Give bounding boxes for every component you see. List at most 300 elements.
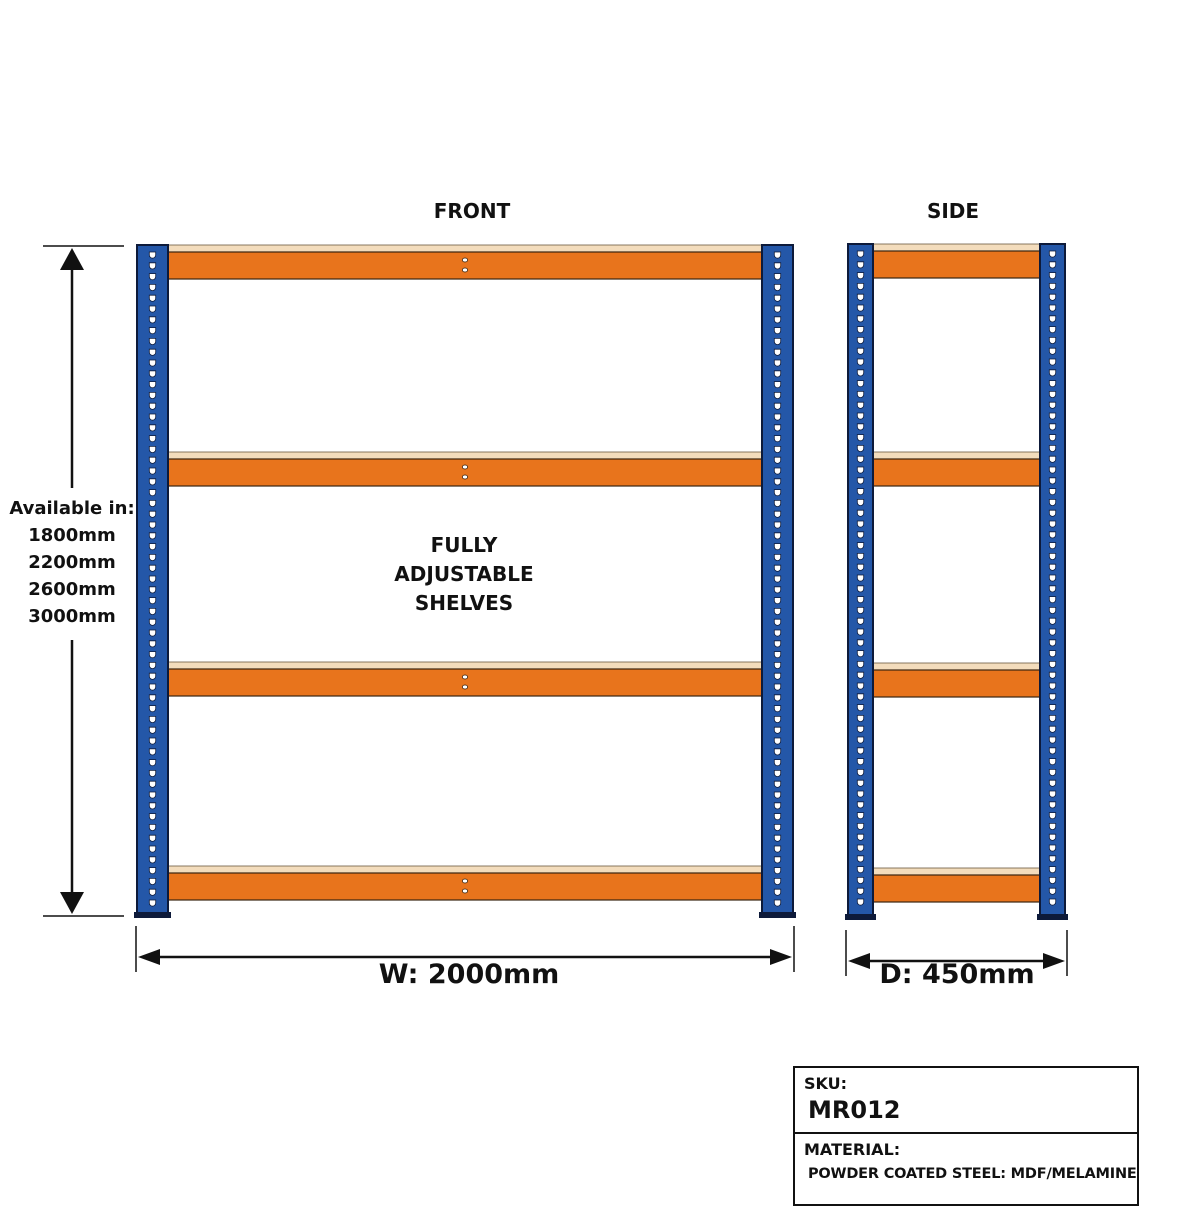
shelf-beam — [873, 459, 1040, 486]
upright-slot — [774, 727, 780, 733]
upright-slot — [149, 403, 155, 409]
upright-slot — [1049, 294, 1055, 300]
upright-slot — [774, 468, 780, 474]
upright-slot — [857, 251, 863, 257]
upright-slot — [1049, 640, 1055, 646]
upright-slot — [774, 338, 780, 344]
upright-slot — [857, 586, 863, 592]
upright-slot — [149, 900, 155, 906]
upright-slot — [857, 489, 863, 495]
upright-slot — [1049, 359, 1055, 365]
upright-slot — [857, 597, 863, 603]
shelf-beam — [168, 459, 762, 486]
upright-slot — [1049, 348, 1055, 354]
upright-slot — [774, 306, 780, 312]
upright-slot — [1049, 823, 1055, 829]
upright-slot — [857, 823, 863, 829]
upright-slot — [149, 576, 155, 582]
upright-slot — [774, 360, 780, 366]
upright-slot — [857, 726, 863, 732]
upright-slot — [774, 608, 780, 614]
upright-slot — [1049, 780, 1055, 786]
upright-slot — [857, 381, 863, 387]
upright-slot — [774, 824, 780, 830]
upright-slot — [857, 521, 863, 527]
upright-slot — [774, 738, 780, 744]
upright-slot — [149, 554, 155, 560]
arrow-up-icon — [60, 248, 84, 270]
sku-row — [795, 1068, 1137, 1134]
shelf — [168, 662, 762, 696]
upright-slot — [1049, 834, 1055, 840]
upright-slot — [1049, 607, 1055, 613]
side-view — [845, 244, 1068, 920]
upright-slot — [1049, 715, 1055, 721]
upright-slot — [149, 652, 155, 658]
upright-slot — [149, 760, 155, 766]
upright-slot — [149, 770, 155, 776]
upright-slot — [1049, 802, 1055, 808]
upright-slot — [857, 769, 863, 775]
upright-slot — [149, 565, 155, 571]
shelf — [873, 452, 1040, 486]
upright-slot — [1049, 769, 1055, 775]
upright-slot — [857, 359, 863, 365]
beam-bolt — [462, 465, 467, 469]
upright-slot — [149, 587, 155, 593]
upright-slot — [857, 672, 863, 678]
upright-slot — [1049, 618, 1055, 624]
upright-slot — [774, 554, 780, 560]
upright-slot — [857, 370, 863, 376]
upright-slot — [774, 544, 780, 550]
upright-slot — [149, 371, 155, 377]
upright-slot — [774, 457, 780, 463]
upright-slot — [149, 846, 155, 852]
beam-bolt — [462, 268, 467, 272]
upright-slot — [774, 878, 780, 884]
upright-slot — [774, 392, 780, 398]
upright-slot — [149, 889, 155, 895]
upright-slot — [1049, 402, 1055, 408]
upright-slot — [149, 792, 155, 798]
upright-slot — [1049, 877, 1055, 883]
upright-slot — [857, 499, 863, 505]
upright-slot — [857, 305, 863, 311]
upright-slot — [1049, 867, 1055, 873]
upright-slot — [149, 511, 155, 517]
upright-slot — [149, 284, 155, 290]
upright-slot — [1049, 262, 1055, 268]
upright-slot — [149, 868, 155, 874]
upright-slot — [149, 522, 155, 528]
upright-slot — [774, 382, 780, 388]
upright-slot — [149, 533, 155, 539]
arrow-down-icon — [60, 892, 84, 914]
upright-slot — [149, 641, 155, 647]
shelf-board — [873, 868, 1040, 875]
height-option: 2200mm — [28, 552, 116, 573]
shelf — [873, 244, 1040, 278]
upright-slot — [857, 294, 863, 300]
shelf-board — [168, 245, 762, 252]
upright-slot — [857, 316, 863, 322]
beam-bolt — [462, 675, 467, 679]
beam-bolt — [462, 685, 467, 689]
upright-slot — [857, 715, 863, 721]
upright-slot — [857, 759, 863, 765]
upright-slot — [774, 284, 780, 290]
upright-slot — [1049, 251, 1055, 257]
upright-slot — [149, 392, 155, 398]
upright-slot — [149, 749, 155, 755]
shelf-beam — [168, 873, 762, 900]
shelf-board — [168, 866, 762, 873]
upright-slot — [857, 402, 863, 408]
upright-slot — [1049, 424, 1055, 430]
adjustable-shelves-note-line: SHELVES — [414, 591, 514, 615]
upright-slot — [774, 533, 780, 539]
beam-bolt — [462, 879, 467, 883]
upright-slot — [149, 857, 155, 863]
upright-slot — [149, 824, 155, 830]
upright-slot — [149, 468, 155, 474]
upright-slot — [149, 598, 155, 604]
shelf-beam — [873, 251, 1040, 278]
upright-slot — [149, 252, 155, 258]
upright-slot — [1049, 791, 1055, 797]
upright-slot — [1049, 543, 1055, 549]
upright-slot — [1049, 499, 1055, 505]
shelf — [168, 245, 762, 279]
upright-slot — [774, 274, 780, 280]
upright-slot — [774, 846, 780, 852]
upright-slot — [1049, 575, 1055, 581]
upright-foot — [1037, 914, 1068, 920]
upright-slot — [1049, 661, 1055, 667]
upright-slot — [774, 587, 780, 593]
adjustable-shelves-note-line: FULLY — [430, 533, 498, 557]
upright-slot — [774, 684, 780, 690]
upright-slot — [774, 630, 780, 636]
upright-slot — [149, 716, 155, 722]
upright-slot — [1049, 532, 1055, 538]
upright-slot — [857, 510, 863, 516]
upright-slot — [149, 425, 155, 431]
upright-slot — [774, 662, 780, 668]
upright-slot — [774, 328, 780, 334]
upright-slot — [774, 781, 780, 787]
upright-slot — [1049, 273, 1055, 279]
upright-slot — [149, 328, 155, 334]
upright-slot — [857, 629, 863, 635]
upright-slot — [857, 532, 863, 538]
arrow-right-icon — [770, 949, 792, 965]
upright-slot — [774, 598, 780, 604]
upright-slot — [1049, 737, 1055, 743]
upright-slot — [149, 490, 155, 496]
upright-slot — [857, 813, 863, 819]
upright-slot — [774, 479, 780, 485]
upright-post — [1037, 244, 1068, 920]
upright-slot — [1049, 316, 1055, 322]
upright-slot — [1049, 694, 1055, 700]
shelf — [168, 866, 762, 900]
upright-slot — [1049, 467, 1055, 473]
upright-slot — [857, 413, 863, 419]
upright-slot — [1049, 510, 1055, 516]
upright-slot — [149, 436, 155, 442]
upright-slot — [857, 478, 863, 484]
upright-slot — [149, 544, 155, 550]
shelf — [873, 663, 1040, 697]
upright-slot — [774, 619, 780, 625]
upright-slot — [774, 695, 780, 701]
upright-slot — [774, 511, 780, 517]
upright-slot — [857, 564, 863, 570]
upright-slot — [1049, 705, 1055, 711]
upright-slot — [774, 317, 780, 323]
upright-slot — [857, 456, 863, 462]
upright-slot — [149, 781, 155, 787]
upright-slot — [857, 856, 863, 862]
upright-slot — [857, 899, 863, 905]
upright-slot — [149, 500, 155, 506]
upright-slot — [149, 360, 155, 366]
upright-slot — [857, 877, 863, 883]
upright-slot — [1049, 478, 1055, 484]
upright-slot — [149, 274, 155, 280]
upright-slot — [149, 835, 155, 841]
upright-slot — [149, 608, 155, 614]
upright-slot — [857, 273, 863, 279]
upright-slot — [857, 834, 863, 840]
upright-slot — [857, 683, 863, 689]
upright-slot — [774, 803, 780, 809]
upright-slot — [857, 618, 863, 624]
upright-slot — [774, 425, 780, 431]
upright-slot — [1049, 899, 1055, 905]
upright-slot — [149, 457, 155, 463]
upright-slot — [1049, 370, 1055, 376]
depth-dimension-label: D: 450mm — [879, 959, 1035, 990]
upright-slot — [857, 802, 863, 808]
upright-slot — [1049, 337, 1055, 343]
upright-slot — [1049, 748, 1055, 754]
adjustable-shelves-note-line: ADJUSTABLE — [394, 562, 534, 586]
upright-slot — [149, 306, 155, 312]
upright-slot — [774, 446, 780, 452]
upright-slot — [149, 727, 155, 733]
upright-slot — [774, 500, 780, 506]
shelf-beam — [168, 252, 762, 279]
sku-value: MR012 — [808, 1096, 901, 1124]
upright-slot — [857, 283, 863, 289]
upright-slot — [857, 435, 863, 441]
upright-slot — [857, 867, 863, 873]
shelf-beam — [168, 669, 762, 696]
upright-slot — [1049, 435, 1055, 441]
upright-slot — [1049, 672, 1055, 678]
upright-slot — [774, 565, 780, 571]
sku-key: SKU: — [804, 1074, 848, 1093]
upright-slot — [857, 791, 863, 797]
upright-slot — [1049, 305, 1055, 311]
shelf-board — [168, 452, 762, 459]
upright-slot — [857, 748, 863, 754]
upright-slot — [774, 414, 780, 420]
upright-slot — [774, 673, 780, 679]
shelf-beam — [873, 875, 1040, 902]
beam-bolt — [462, 258, 467, 262]
upright-slot — [857, 337, 863, 343]
upright-slot — [1049, 381, 1055, 387]
upright-slot — [149, 673, 155, 679]
upright-slot — [1049, 845, 1055, 851]
upright-slot — [774, 760, 780, 766]
beam-bolt — [462, 475, 467, 479]
upright-slot — [149, 878, 155, 884]
upright-slot — [1049, 553, 1055, 559]
upright-slot — [149, 263, 155, 269]
upright-slot — [1049, 445, 1055, 451]
upright-slot — [774, 868, 780, 874]
upright-slot — [857, 607, 863, 613]
upright-slot — [149, 619, 155, 625]
upright-foot — [845, 914, 876, 920]
upright-foot — [759, 912, 796, 918]
side-view-title: SIDE — [926, 199, 980, 223]
upright-slot — [149, 706, 155, 712]
height-option: 2600mm — [28, 579, 116, 600]
upright-slot — [149, 695, 155, 701]
shelf — [168, 452, 762, 486]
upright-slot — [1049, 726, 1055, 732]
shelf-board — [873, 663, 1040, 670]
upright-slot — [1049, 888, 1055, 894]
upright-slot — [774, 792, 780, 798]
upright-slot — [149, 317, 155, 323]
upright-slot — [774, 490, 780, 496]
upright-slot — [857, 424, 863, 430]
upright-slot — [774, 814, 780, 820]
shelf-board — [873, 244, 1040, 251]
upright-slot — [857, 737, 863, 743]
front-view-title: FRONT — [433, 199, 511, 223]
upright-slot — [857, 661, 863, 667]
upright-slot — [149, 479, 155, 485]
arrow-left-icon — [138, 949, 160, 965]
upright-slot — [774, 349, 780, 355]
upright-slot — [1049, 629, 1055, 635]
material-key: MATERIAL: — [804, 1140, 901, 1159]
upright-slot — [774, 371, 780, 377]
upright-slot — [857, 575, 863, 581]
upright-slot — [774, 900, 780, 906]
upright-slot — [149, 349, 155, 355]
shelf-beam — [873, 670, 1040, 697]
upright-slot — [857, 888, 863, 894]
upright-slot — [774, 716, 780, 722]
upright-slot — [857, 694, 863, 700]
upright-slot — [1049, 813, 1055, 819]
upright-slot — [149, 630, 155, 636]
upright-slot — [857, 327, 863, 333]
upright-slot — [149, 738, 155, 744]
upright-slot — [149, 662, 155, 668]
width-dimension-label: W: 2000mm — [378, 959, 560, 990]
material-value: POWDER COATED STEEL: MDF/MELAMINE — [808, 1166, 1137, 1182]
upright-slot — [857, 780, 863, 786]
upright-slot — [774, 263, 780, 269]
upright-foot — [134, 912, 171, 918]
height-option: 1800mm — [28, 525, 116, 546]
upright-slot — [857, 543, 863, 549]
upright-post — [845, 244, 876, 920]
upright-slot — [774, 749, 780, 755]
upright-slot — [1049, 856, 1055, 862]
upright-slot — [774, 403, 780, 409]
upright-slot — [857, 467, 863, 473]
upright-slot — [774, 641, 780, 647]
upright-slot — [1049, 586, 1055, 592]
upright-slot — [774, 295, 780, 301]
upright-slot — [149, 446, 155, 452]
height-option: 3000mm — [28, 606, 116, 627]
shelf-board — [873, 452, 1040, 459]
shelf — [873, 868, 1040, 902]
upright-slot — [857, 348, 863, 354]
upright-slot — [1049, 391, 1055, 397]
beam-bolt — [462, 889, 467, 893]
upright-slot — [774, 706, 780, 712]
upright-slot — [857, 391, 863, 397]
upright-slot — [1049, 759, 1055, 765]
upright-post — [759, 245, 796, 918]
upright-slot — [774, 857, 780, 863]
upright-slot — [1049, 413, 1055, 419]
upright-slot — [1049, 564, 1055, 570]
product-info-box — [793, 1066, 1139, 1206]
upright-slot — [857, 651, 863, 657]
upright-slot — [774, 436, 780, 442]
upright-slot — [149, 338, 155, 344]
upright-slot — [149, 814, 155, 820]
height-availability-heading: Available in: — [9, 498, 135, 519]
upright-slot — [1049, 283, 1055, 289]
upright-slot — [774, 835, 780, 841]
upright-slot — [857, 705, 863, 711]
shelf-board — [168, 662, 762, 669]
upright-slot — [149, 295, 155, 301]
upright-slot — [149, 803, 155, 809]
upright-slot — [774, 889, 780, 895]
upright-slot — [857, 445, 863, 451]
upright-slot — [1049, 489, 1055, 495]
upright-slot — [774, 252, 780, 258]
upright-slot — [149, 414, 155, 420]
upright-slot — [857, 640, 863, 646]
upright-slot — [857, 553, 863, 559]
upright-slot — [1049, 521, 1055, 527]
upright-slot — [1049, 683, 1055, 689]
upright-slot — [1049, 327, 1055, 333]
upright-slot — [1049, 597, 1055, 603]
upright-slot — [774, 652, 780, 658]
upright-slot — [857, 845, 863, 851]
upright-slot — [149, 382, 155, 388]
upright-slot — [149, 684, 155, 690]
